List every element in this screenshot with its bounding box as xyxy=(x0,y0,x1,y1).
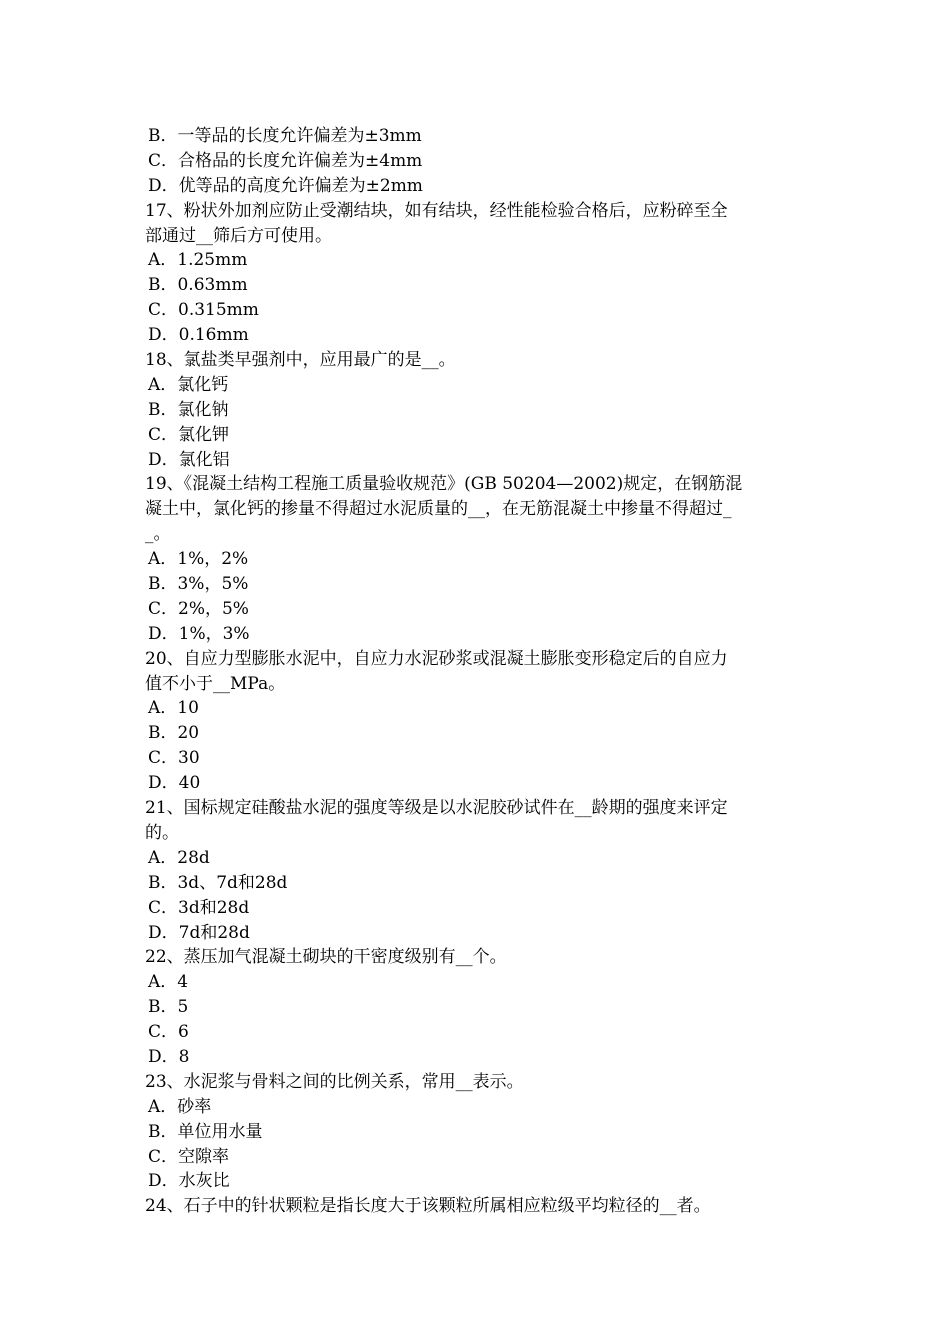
answer-option-line: B．一等品的长度允许偏差为±3mm xyxy=(148,126,422,146)
answer-option-line: C．30 xyxy=(148,748,200,769)
question-text-line: 部通过__筛后方可使用。 xyxy=(145,225,332,246)
answer-option-line: D．水灰比 xyxy=(148,1171,230,1192)
answer-option-line: C．6 xyxy=(148,1022,189,1043)
answer-option-line: C．0.315mm xyxy=(148,300,259,321)
answer-option-line: D．40 xyxy=(148,773,201,794)
answer-option-line: C．氯化钾 xyxy=(148,424,230,445)
answer-option-line: B．20 xyxy=(148,723,200,744)
question-text-line: 20、自应力型膨胀水泥中，自应力水泥砂浆或混凝土膨胀变形稳定后的自应力 xyxy=(145,648,728,669)
question-text-line: 19、《混凝土结构工程施工质量验收规范》(GB 50204—2002)规定，在钢筋混 xyxy=(145,474,743,495)
answer-option-line: D．8 xyxy=(148,1046,190,1067)
answer-option-line: D．7d和28d xyxy=(148,922,250,943)
answer-option-line: C．空隙率 xyxy=(148,1146,230,1167)
question-text-line: 22、蒸压加气混凝土砌块的干密度级别有__个。 xyxy=(145,947,507,968)
question-text-line: 值不小于__MPa。 xyxy=(145,673,286,694)
answer-option-line: B．5 xyxy=(148,997,189,1018)
answer-option-line: C．合格品的长度允许偏差为±4mm xyxy=(148,150,423,171)
document-body xyxy=(145,124,810,1219)
question-text-line: 17、粉状外加剂应防止受潮结块，如有结块，经性能检验合格后，应粉碎至全 xyxy=(145,200,728,221)
answer-option-line: D．优等品的高度允许偏差为±2mm xyxy=(148,175,423,196)
question-text-line: 凝土中，氯化钙的掺量不得超过水泥质量的__，在无筋混凝土中掺量不得超过_ xyxy=(145,499,732,520)
answer-option-line: B．3d、7d和28d xyxy=(148,872,288,893)
answer-option-line: B．3%，5% xyxy=(148,574,249,595)
question-text-line: 21、国标规定硅酸盐水泥的强度等级是以水泥胶砂试件在__龄期的强度来评定 xyxy=(145,798,728,819)
answer-option-line: A．4 xyxy=(148,972,189,993)
answer-option-line: A．砂率 xyxy=(148,1096,212,1117)
answer-option-line: A．1.25mm xyxy=(148,250,248,271)
question-text-line: 的。 xyxy=(145,822,179,843)
answer-option-line: C．3d和28d xyxy=(148,897,250,918)
question-text-line: 24、石子中的针状颗粒是指长度大于该颗粒所属相应粒级平均粒径的__者。 xyxy=(145,1196,711,1217)
answer-option-line: D．1%，3% xyxy=(148,623,250,644)
answer-option-line: A．1%，2% xyxy=(148,549,249,570)
answer-option-line: D．氯化铝 xyxy=(148,449,230,470)
answer-option-line: A．氯化钙 xyxy=(148,374,229,395)
answer-option-line: B．0.63mm xyxy=(148,275,248,296)
answer-option-line: A．28d xyxy=(148,847,210,868)
answer-option-line: D．0.16mm xyxy=(148,325,249,346)
question-text-line: 23、水泥浆与骨料之间的比例关系，常用__表示。 xyxy=(145,1071,524,1092)
question-text-line: 18、氯盐类早强剂中，应用最广的是__。 xyxy=(145,350,456,371)
answer-option-line: A．10 xyxy=(148,698,199,719)
answer-option-line: B．氯化钠 xyxy=(148,399,229,420)
answer-option-line: C．2%，5% xyxy=(148,598,249,619)
answer-option-line: B．单位用水量 xyxy=(148,1121,263,1142)
question-text-line: _。 xyxy=(145,524,171,545)
